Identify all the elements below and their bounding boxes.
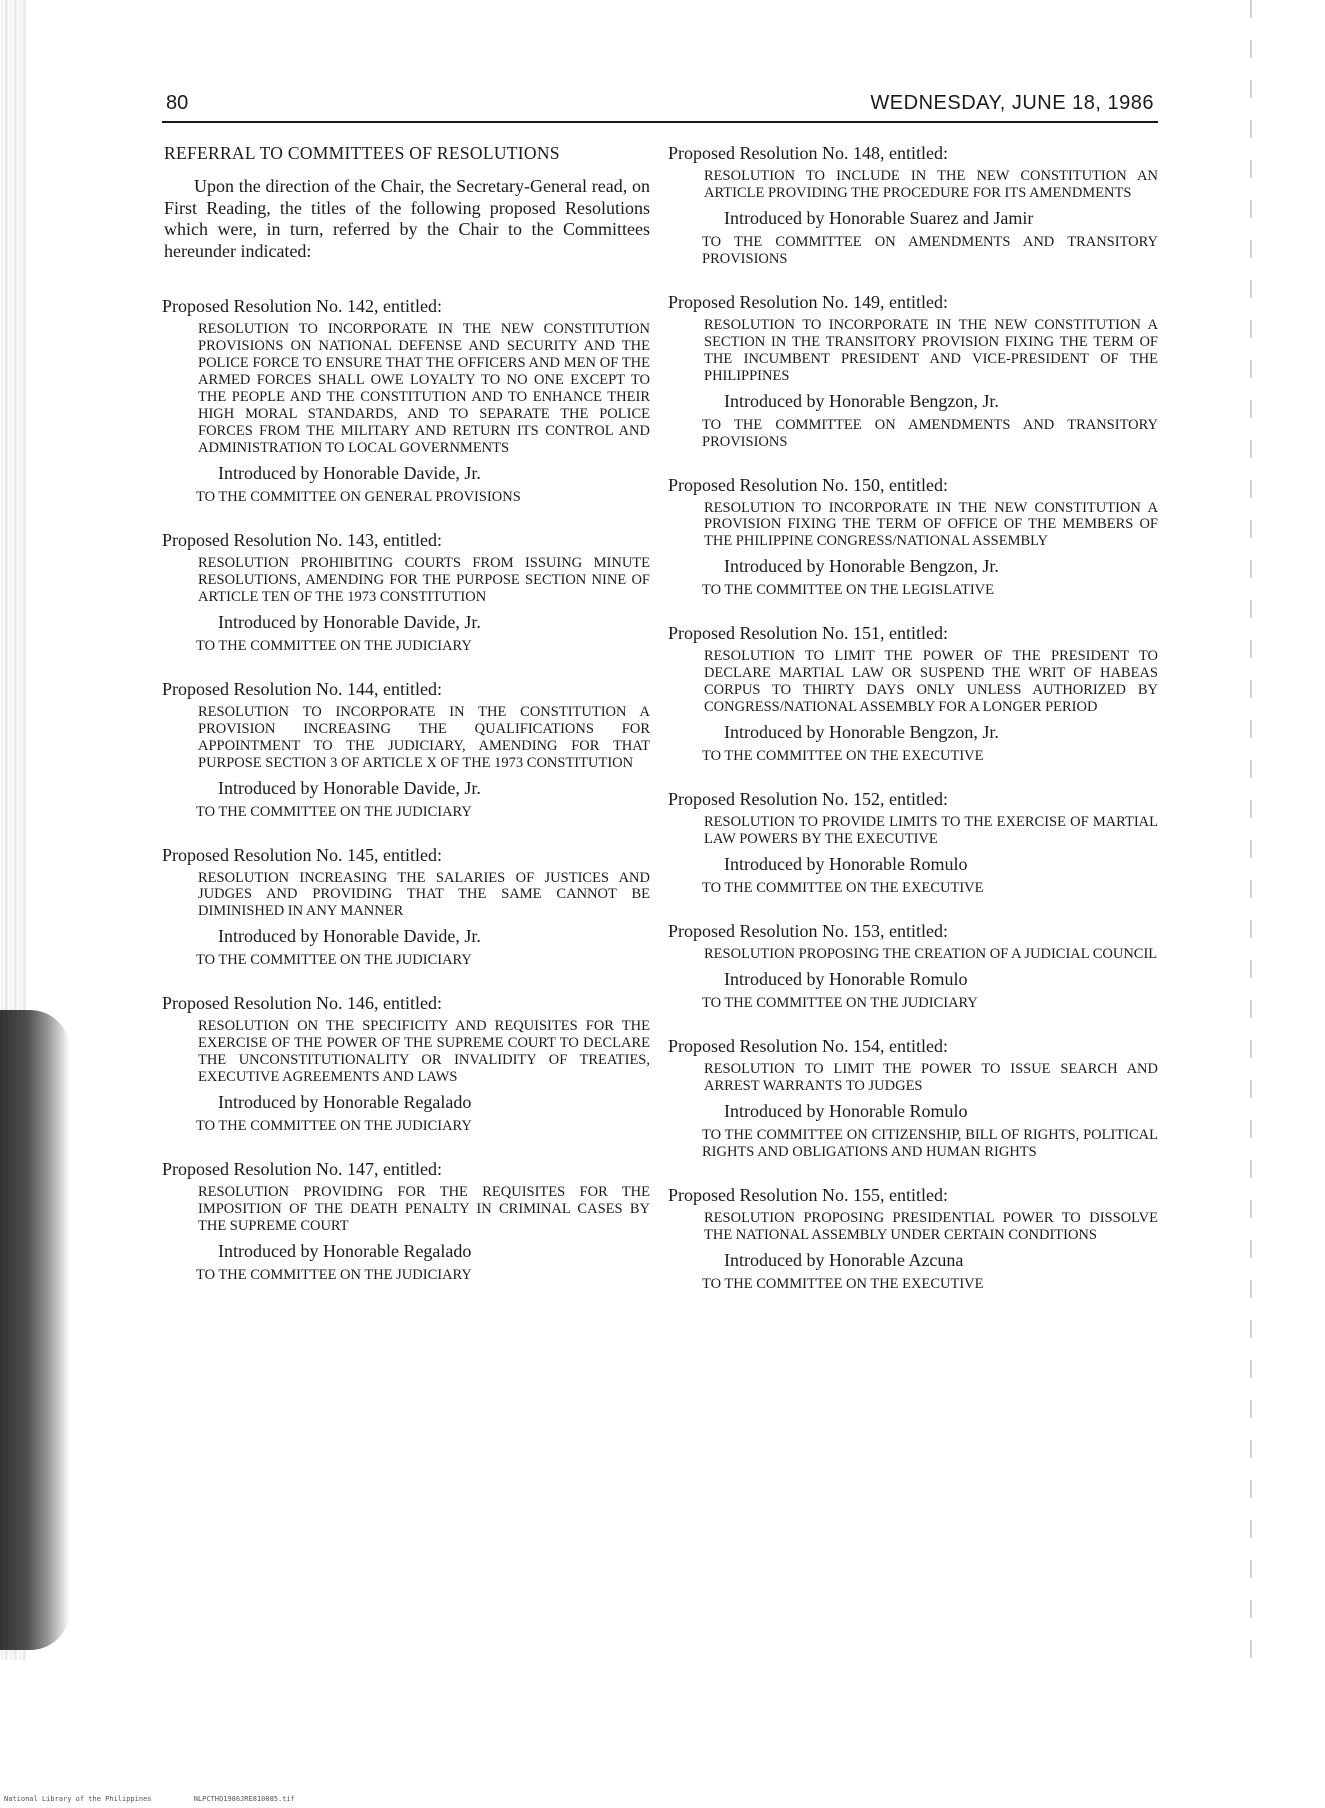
resolution-title: RESOLUTION TO LIMIT THE POWER OF THE PRESIDENT TO DECLARE MARTIAL LAW OR SUSPEND THE WRIT OF HABEAS CORPUS TO THIRTY DAYS ONLY UNLESS AUTHORIZED BY CONGRESS/NATIONAL ASSEMBLY FOR A LONGER PERIOD (704, 648, 1158, 716)
resolution-149 (670, 292, 1158, 451)
resolution-150 (670, 475, 1158, 600)
header-rule (162, 121, 1158, 123)
resolution-committee: TO THE COMMITTEE ON THE JUDICIARY (702, 994, 978, 1011)
resolution-heading: Proposed Resolution No. 144, entitled: (162, 678, 442, 699)
section-intro: Upon the direction of the Chair, the Secretary-General read, on First Reading, the titles of the following proposed Resolutions which were, in turn, referred by the Chair to the Committees hereunder indicated: (164, 176, 650, 261)
page-number: 80 (166, 92, 189, 114)
resolution-committee: TO THE COMMITTEE ON THE JUDICIARY (196, 803, 472, 820)
resolution-title: RESOLUTION TO LIMIT THE POWER TO ISSUE SEARCH AND ARREST WARRANTS TO JUDGES (704, 1060, 1158, 1094)
binding-shadow (0, 1010, 70, 1650)
resolution-title: RESOLUTION PROPOSING THE CREATION OF A JUDICIAL COUNCIL (704, 945, 1158, 962)
resolution-145 (164, 845, 650, 970)
resolution-heading: Proposed Resolution No. 154, entitled: (668, 1035, 948, 1056)
resolution-committee: TO THE COMMITTEE ON THE JUDICIARY (196, 637, 472, 654)
resolution-heading: Proposed Resolution No. 153, entitled: (668, 920, 948, 941)
left-column (164, 143, 650, 1308)
footer-file: NLPCTHO1986JRE810085.tif (193, 1795, 295, 1803)
resolution-heading: Proposed Resolution No. 148, entitled: (668, 143, 948, 163)
resolution-title: RESOLUTION TO INCORPORATE IN THE NEW CONSTITUTION PROVISIONS ON NATIONAL DEFENSE AND SECURITY AND THE POLICE FORCE TO ENSURE THAT THE OFFICERS AND MEN OF THE ARMED FORCES SHALL OWE LOYALTY TO NO ONE EXCEPT TO THE PEOPLE AND THE CONSTITUTION AND TO ENHANCE THEIR HIGH MORAL STANDARDS, AND TO SEPARATE THE POLICE FORCES FROM THE MILITARY AND RETURN ITS CONTROL AND ADMINISTRATION TO LOCAL GOVERNMENTS (198, 321, 650, 457)
resolution-committee: TO THE COMMITTEE ON THE EXECUTIVE (702, 880, 984, 897)
resolution-committee: TO THE COMMITTEE ON THE JUDICIARY (196, 952, 472, 969)
resolution-heading: Proposed Resolution No. 146, entitled: (162, 993, 442, 1014)
resolution-title: RESOLUTION INCREASING THE SALARIES OF JUSTICES AND JUDGES AND PROVIDING THAT THE SAME CANNOT BE DIMINISHED IN ANY MANNER (198, 869, 650, 920)
resolution-introducer: Introduced by Honorable Davide, Jr. (218, 926, 481, 947)
resolution-committee: TO THE COMMITTEE ON AMENDMENTS AND TRANSITORY PROVISIONS (702, 416, 1158, 450)
resolution-committee: TO THE COMMITTEE ON THE JUDICIARY (196, 1118, 472, 1135)
footer-library: National Library of the Philippines (4, 1795, 152, 1803)
resolution-title: RESOLUTION TO INCORPORATE IN THE NEW CONSTITUTION A SECTION IN THE TRANSITORY PROVISION FIXING THE TERM OF THE INCUMBENT PRESIDENT AND VICE-PRESIDENT OF THE PHILIPPINES (704, 316, 1158, 384)
section-heading: REFERRAL TO COMMITTEES OF RESOLUTIONS (164, 143, 560, 163)
resolution-introducer: Introduced by Honorable Regalado (218, 1240, 472, 1261)
resolution-committee: TO THE COMMITTEE ON GENERAL PROVISIONS (196, 489, 521, 505)
resolution-154 (670, 1036, 1158, 1161)
resolution-title: RESOLUTION TO INCORPORATE IN THE CONSTITUTION A PROVISION INCREASING THE QUALIFICATIONS FOR APPOINTMENT TO THE JUDICIARY, AMENDING FOR THAT PURPOSE SECTION 3 OF ARTICLE X OF THE 1973 CONSTITUTION (198, 703, 650, 771)
resolution-title: RESOLUTION PROVIDING FOR THE REQUISITES FOR THE IMPOSITION OF THE DEATH PENALTY IN CRIMINAL CASES BY THE SUPREME COURT (198, 1184, 650, 1235)
resolution-heading: Proposed Resolution No. 149, entitled: (668, 291, 948, 312)
resolution-151 (670, 623, 1158, 765)
resolution-introducer: Introduced by Honorable Azcuna (724, 1249, 964, 1270)
resolution-introducer: Introduced by Honorable Suarez and Jamir (724, 207, 1034, 228)
page-date: WEDNESDAY, JUNE 18, 1986 (870, 92, 1154, 114)
resolution-155 (670, 1185, 1158, 1293)
resolution-introducer: Introduced by Honorable Bengzon, Jr. (724, 556, 999, 577)
resolution-heading: Proposed Resolution No. 142, entitled: (162, 296, 442, 317)
resolution-committee: TO THE COMMITTEE ON THE JUDICIARY (196, 1266, 472, 1283)
resolution-heading: Proposed Resolution No. 151, entitled: (668, 623, 948, 644)
resolution-title: RESOLUTION ON THE SPECIFICITY AND REQUISITES FOR THE EXERCISE OF THE POWER OF THE SUPREME COURT TO DECLARE THE UNCONSTITUTIONALITY OR INVALIDITY OF TREATIES, EXECUTIVE AGREEMENTS AND LAWS (198, 1018, 650, 1086)
resolution-introducer: Introduced by Honorable Davide, Jr. (218, 463, 481, 483)
resolution-title: RESOLUTION PROHIBITING COURTS FROM ISSUING MINUTE RESOLUTIONS, AMENDING FOR THE PURPOSE SECTION NINE OF ARTICLE TEN OF THE 1973 CONSTITUTION (198, 554, 650, 605)
resolution-142 (164, 296, 650, 506)
resolution-committee: TO THE COMMITTEE ON THE EXECUTIVE (702, 1275, 984, 1292)
resolution-introducer: Introduced by Honorable Romulo (724, 968, 968, 989)
resolution-143 (164, 530, 650, 655)
resolution-title: RESOLUTION PROPOSING PRESIDENTIAL POWER TO DISSOLVE THE NATIONAL ASSEMBLY UNDER CERTAIN CONDITIONS (704, 1209, 1158, 1243)
resolution-title: RESOLUTION TO INCORPORATE IN THE NEW CONSTITUTION A PROVISION FIXING THE TERM OF OFFICE OF THE MEMBERS OF THE PHILIPPINE CONGRESS/NATIONAL ASSEMBLY (704, 499, 1158, 550)
resolution-heading: Proposed Resolution No. 152, entitled: (668, 789, 948, 810)
resolution-heading: Proposed Resolution No. 150, entitled: (668, 474, 948, 495)
resolution-152 (670, 789, 1158, 897)
resolution-heading: Proposed Resolution No. 147, entitled: (162, 1159, 442, 1180)
resolution-heading: Proposed Resolution No. 155, entitled: (668, 1184, 948, 1205)
resolution-title: RESOLUTION TO PROVIDE LIMITS TO THE EXERCISE OF MARTIAL LAW POWERS BY THE EXECUTIVE (704, 814, 1158, 848)
resolution-committee: TO THE COMMITTEE ON CITIZENSHIP, BILL OF RIGHTS, POLITICAL RIGHTS AND OBLIGATIONS AND HUMAN RIGHTS (702, 1126, 1158, 1160)
resolution-heading: Proposed Resolution No. 145, entitled: (162, 844, 442, 865)
right-column (670, 143, 1158, 1317)
resolution-introducer: Introduced by Honorable Regalado (218, 1092, 472, 1113)
resolution-introducer: Introduced by Honorable Romulo (724, 1100, 968, 1121)
resolution-heading: Proposed Resolution No. 143, entitled: (162, 529, 442, 550)
resolution-147 (164, 1159, 650, 1284)
resolution-introducer: Introduced by Honorable Davide, Jr. (218, 777, 481, 798)
resolution-introducer: Introduced by Honorable Davide, Jr. (218, 611, 481, 632)
resolution-introducer: Introduced by Honorable Bengzon, Jr. (724, 722, 999, 743)
resolution-committee: TO THE COMMITTEE ON AMENDMENTS AND TRANSITORY PROVISIONS (702, 233, 1158, 267)
resolution-148 (670, 143, 1158, 268)
resolution-committee: TO THE COMMITTEE ON THE EXECUTIVE (702, 748, 984, 765)
resolution-146 (164, 993, 650, 1135)
resolution-introducer: Introduced by Honorable Bengzon, Jr. (724, 390, 999, 411)
resolution-153 (670, 921, 1158, 1012)
scan-edge-right (1250, 0, 1252, 1660)
resolution-committee: TO THE COMMITTEE ON THE LEGISLATIVE (702, 582, 994, 599)
resolution-introducer: Introduced by Honorable Romulo (724, 854, 968, 875)
scan-footer (4, 1795, 333, 1803)
resolution-title: RESOLUTION TO INCLUDE IN THE NEW CONSTITUTION AN ARTICLE PROVIDING THE PROCEDURE FOR ITS AMENDMENTS (704, 168, 1158, 201)
resolution-144 (164, 679, 650, 821)
